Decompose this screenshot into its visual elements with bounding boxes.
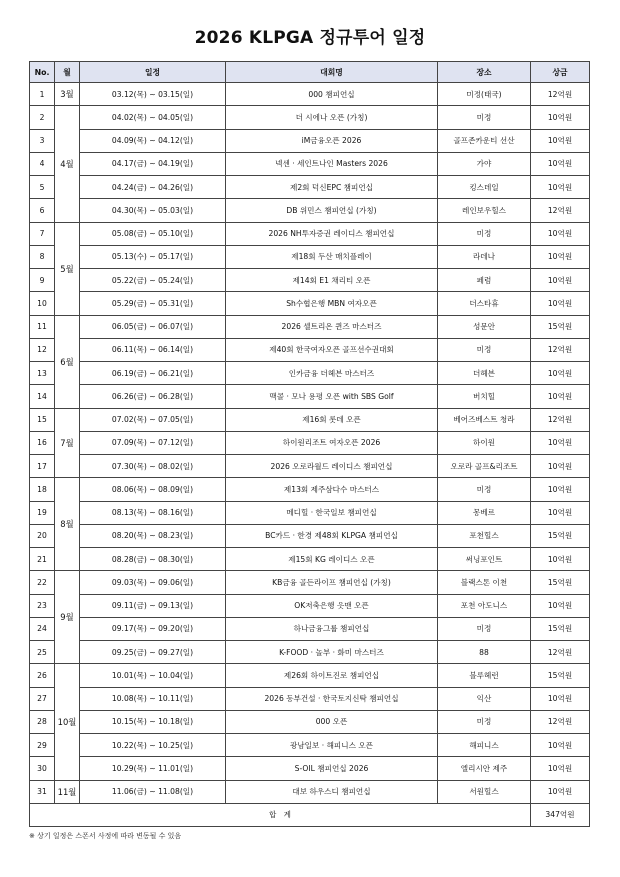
cell-tournament: KB금융 골든라이프 챔피언십 (가칭) [226, 571, 438, 594]
cell-prize: 10억원 [531, 548, 590, 571]
table-row [30, 269, 590, 292]
cell-prize: 10억원 [531, 501, 590, 524]
cell-venue: 오로라 골프&리조트 [438, 455, 531, 478]
cell-tournament: 제16회 롯데 오픈 [226, 408, 438, 431]
cell-no: 10 [30, 292, 55, 315]
table-row [30, 129, 590, 152]
cell-month: 11월 [55, 780, 80, 803]
cell-venue: 엘리시안 제주 [438, 757, 531, 780]
cell-tournament: K-FOOD · 놀부 · 화미 마스터즈 [226, 641, 438, 664]
schedule-body [30, 83, 590, 827]
cell-venue: 가야 [438, 152, 531, 175]
cell-tournament: 넥센 · 세인트나인 Masters 2026 [226, 152, 438, 175]
cell-month: 10월 [55, 664, 80, 780]
cell-venue: 블랙스톤 이천 [438, 571, 531, 594]
cell-venue: 하이원 [438, 431, 531, 454]
cell-no: 25 [30, 641, 55, 664]
cell-dates: 11.06(금) ~ 11.08(일) [80, 780, 226, 803]
table-row [30, 338, 590, 361]
cell-prize: 12억원 [531, 199, 590, 222]
table-row [30, 106, 590, 129]
table-row [30, 734, 590, 757]
table-row [30, 83, 590, 106]
header-month: 월 [55, 62, 80, 83]
cell-venue: 포천힐스 [438, 524, 531, 547]
cell-venue: 레인보우힐스 [438, 199, 531, 222]
cell-dates: 03.12(목) ~ 03.15(일) [80, 83, 226, 106]
cell-prize: 10억원 [531, 269, 590, 292]
cell-prize: 10억원 [531, 129, 590, 152]
cell-dates: 06.26(금) ~ 06.28(일) [80, 385, 226, 408]
cell-tournament: 하이원리조트 여자오픈 2026 [226, 431, 438, 454]
table-row [30, 710, 590, 733]
cell-prize: 10억원 [531, 594, 590, 617]
cell-no: 13 [30, 362, 55, 385]
cell-venue: 해피니스 [438, 734, 531, 757]
cell-venue: 베어즈베스트 청라 [438, 408, 531, 431]
header-dates: 일정 [80, 62, 226, 83]
cell-dates: 06.05(금) ~ 06.07(일) [80, 315, 226, 338]
cell-prize: 10억원 [531, 734, 590, 757]
cell-tournament: 인카금융 더헤븐 마스터즈 [226, 362, 438, 385]
cell-venue: 라데나 [438, 245, 531, 268]
table-row [30, 222, 590, 245]
cell-no: 23 [30, 594, 55, 617]
cell-venue: 성문안 [438, 315, 531, 338]
cell-tournament: iM금융오픈 2026 [226, 129, 438, 152]
cell-venue: 포천 아도니스 [438, 594, 531, 617]
header-tournament: 대회명 [226, 62, 438, 83]
table-row [30, 780, 590, 803]
cell-month: 3월 [55, 83, 80, 106]
cell-prize: 15억원 [531, 524, 590, 547]
table-row [30, 478, 590, 501]
cell-venue: 몽베르 [438, 501, 531, 524]
cell-no: 5 [30, 176, 55, 199]
cell-dates: 04.09(목) ~ 04.12(일) [80, 129, 226, 152]
cell-tournament: 000 오픈 [226, 710, 438, 733]
table-row [30, 292, 590, 315]
cell-no: 14 [30, 385, 55, 408]
cell-venue: 서원힐스 [438, 780, 531, 803]
cell-venue: 미정 [438, 617, 531, 640]
table-row [30, 524, 590, 547]
cell-prize: 10억원 [531, 455, 590, 478]
cell-no: 3 [30, 129, 55, 152]
cell-prize: 15억원 [531, 617, 590, 640]
cell-tournament: 더 시에나 오픈 (가칭) [226, 106, 438, 129]
cell-no: 6 [30, 199, 55, 222]
cell-venue: 익산 [438, 687, 531, 710]
cell-month: 7월 [55, 408, 80, 478]
cell-tournament: 하나금융그룹 챔피언십 [226, 617, 438, 640]
cell-dates: 06.11(목) ~ 06.14(일) [80, 338, 226, 361]
cell-dates: 09.11(금) ~ 09.13(일) [80, 594, 226, 617]
table-row [30, 152, 590, 175]
cell-prize: 10억원 [531, 176, 590, 199]
cell-tournament: 맥콜 · 모나 용평 오픈 with SBS Golf [226, 385, 438, 408]
cell-prize: 12억원 [531, 83, 590, 106]
cell-dates: 07.30(목) ~ 08.02(일) [80, 455, 226, 478]
cell-no: 16 [30, 431, 55, 454]
cell-tournament: 제13회 제주삼다수 마스터스 [226, 478, 438, 501]
cell-no: 8 [30, 245, 55, 268]
cell-dates: 09.03(목) ~ 09.06(일) [80, 571, 226, 594]
cell-dates: 08.20(목) ~ 08.23(일) [80, 524, 226, 547]
cell-prize: 15억원 [531, 315, 590, 338]
cell-venue: 88 [438, 641, 531, 664]
cell-dates: 04.30(목) ~ 05.03(일) [80, 199, 226, 222]
total-prize: 347억원 [531, 803, 590, 826]
cell-no: 20 [30, 524, 55, 547]
cell-tournament: 2026 오로라월드 레이디스 챔피언십 [226, 455, 438, 478]
cell-no: 22 [30, 571, 55, 594]
cell-venue: 버치힐 [438, 385, 531, 408]
cell-prize: 10억원 [531, 245, 590, 268]
cell-venue: 페럼 [438, 269, 531, 292]
cell-venue: 미정 [438, 338, 531, 361]
cell-tournament: 대보 하우스디 챔피언십 [226, 780, 438, 803]
cell-dates: 10.29(목) ~ 11.01(일) [80, 757, 226, 780]
table-row [30, 594, 590, 617]
cell-dates: 08.13(목) ~ 08.16(일) [80, 501, 226, 524]
cell-prize: 12억원 [531, 338, 590, 361]
cell-no: 4 [30, 152, 55, 175]
cell-prize: 10억원 [531, 687, 590, 710]
cell-prize: 10억원 [531, 478, 590, 501]
cell-no: 18 [30, 478, 55, 501]
cell-no: 1 [30, 83, 55, 106]
cell-tournament: 000 챔피언십 [226, 83, 438, 106]
cell-month: 4월 [55, 106, 80, 222]
cell-no: 17 [30, 455, 55, 478]
footnote: ※ 상기 일정은 스폰서 사정에 따라 변동될 수 있음 [29, 832, 182, 840]
cell-tournament: DB 위민스 챔피언십 (가칭) [226, 199, 438, 222]
cell-prize: 15억원 [531, 571, 590, 594]
table-row [30, 176, 590, 199]
cell-tournament: 제14회 E1 채리티 오픈 [226, 269, 438, 292]
total-label: 합 계 [30, 803, 531, 826]
cell-dates: 04.02(목) ~ 04.05(일) [80, 106, 226, 129]
table-row [30, 245, 590, 268]
cell-dates: 10.22(목) ~ 10.25(일) [80, 734, 226, 757]
table-row [30, 315, 590, 338]
table-row [30, 757, 590, 780]
cell-dates: 08.06(목) ~ 08.09(일) [80, 478, 226, 501]
cell-prize: 12억원 [531, 408, 590, 431]
cell-tournament: 2026 셀트리온 퀸즈 마스터즈 [226, 315, 438, 338]
cell-dates: 04.17(금) ~ 04.19(일) [80, 152, 226, 175]
cell-venue: 미정 [438, 478, 531, 501]
cell-dates: 05.29(금) ~ 05.31(일) [80, 292, 226, 315]
cell-dates: 07.02(목) ~ 07.05(일) [80, 408, 226, 431]
cell-no: 15 [30, 408, 55, 431]
cell-dates: 07.09(목) ~ 07.12(일) [80, 431, 226, 454]
cell-tournament: BC카드 · 한경 제48회 KLPGA 챔피언십 [226, 524, 438, 547]
schedule-table [29, 61, 590, 827]
cell-no: 29 [30, 734, 55, 757]
cell-prize: 10억원 [531, 222, 590, 245]
cell-dates: 10.08(목) ~ 10.11(일) [80, 687, 226, 710]
header-prize: 상금 [531, 62, 590, 83]
cell-no: 21 [30, 548, 55, 571]
cell-tournament: OK저축은행 읏맨 오픈 [226, 594, 438, 617]
cell-month: 9월 [55, 571, 80, 664]
cell-prize: 10억원 [531, 106, 590, 129]
cell-dates: 04.24(금) ~ 04.26(일) [80, 176, 226, 199]
table-row [30, 571, 590, 594]
cell-venue: 써닝포인트 [438, 548, 531, 571]
header-venue: 장소 [438, 62, 531, 83]
table-row [30, 455, 590, 478]
cell-prize: 10억원 [531, 431, 590, 454]
cell-prize: 10억원 [531, 385, 590, 408]
page-title: 2026 KLPGA 정규투어 일정 [194, 28, 426, 48]
cell-tournament: 2026 NH투자증권 레이디스 챔피언십 [226, 222, 438, 245]
cell-no: 31 [30, 780, 55, 803]
cell-no: 11 [30, 315, 55, 338]
cell-dates: 05.13(수) ~ 05.17(일) [80, 245, 226, 268]
cell-tournament: 2026 동부건설 · 한국토지신탁 챔피언십 [226, 687, 438, 710]
table-row [30, 617, 590, 640]
table-row [30, 687, 590, 710]
cell-tournament: 메디힐 · 한국일보 챔피언십 [226, 501, 438, 524]
cell-prize: 10억원 [531, 362, 590, 385]
cell-month: 5월 [55, 222, 80, 315]
cell-venue: 미정 [438, 710, 531, 733]
cell-dates: 10.15(목) ~ 10.18(일) [80, 710, 226, 733]
cell-venue: 골프존카운티 선산 [438, 129, 531, 152]
table-row [30, 431, 590, 454]
cell-tournament: Sh수협은행 MBN 여자오픈 [226, 292, 438, 315]
cell-no: 12 [30, 338, 55, 361]
cell-tournament: 제26회 하이트진로 챔피언십 [226, 664, 438, 687]
cell-no: 2 [30, 106, 55, 129]
table-row [30, 548, 590, 571]
cell-month: 6월 [55, 315, 80, 408]
cell-no: 30 [30, 757, 55, 780]
cell-no: 27 [30, 687, 55, 710]
cell-venue: 미정 [438, 222, 531, 245]
cell-tournament: 제40회 한국여자오픈 골프선수권대회 [226, 338, 438, 361]
cell-dates: 05.08(금) ~ 05.10(일) [80, 222, 226, 245]
cell-tournament: 제15회 KG 레이디스 오픈 [226, 548, 438, 571]
cell-venue: 더헤븐 [438, 362, 531, 385]
table-row [30, 501, 590, 524]
cell-venue: 블루헤런 [438, 664, 531, 687]
table-row [30, 641, 590, 664]
cell-tournament: 광남일보 · 해피니스 오픈 [226, 734, 438, 757]
cell-dates: 06.19(금) ~ 06.21(일) [80, 362, 226, 385]
cell-no: 28 [30, 710, 55, 733]
cell-dates: 09.25(금) ~ 09.27(일) [80, 641, 226, 664]
cell-tournament: 제18회 두산 매치플레이 [226, 245, 438, 268]
cell-venue: 미정(태국) [438, 83, 531, 106]
cell-prize: 10억원 [531, 292, 590, 315]
cell-no: 19 [30, 501, 55, 524]
cell-tournament: S-OIL 챔피언십 2026 [226, 757, 438, 780]
cell-venue: 미정 [438, 106, 531, 129]
table-header-row [30, 62, 590, 83]
cell-no: 7 [30, 222, 55, 245]
cell-dates: 05.22(금) ~ 05.24(일) [80, 269, 226, 292]
cell-no: 9 [30, 269, 55, 292]
cell-no: 26 [30, 664, 55, 687]
cell-prize: 12억원 [531, 641, 590, 664]
cell-dates: 08.28(금) ~ 08.30(일) [80, 548, 226, 571]
table-row [30, 408, 590, 431]
table-row [30, 199, 590, 222]
cell-prize: 15억원 [531, 664, 590, 687]
header-no: No. [30, 62, 55, 83]
cell-no: 24 [30, 617, 55, 640]
cell-month: 8월 [55, 478, 80, 571]
table-row [30, 664, 590, 687]
table-row [30, 385, 590, 408]
total-row [30, 803, 590, 826]
cell-dates: 09.17(목) ~ 09.20(일) [80, 617, 226, 640]
cell-prize: 10억원 [531, 780, 590, 803]
cell-tournament: 제2회 덕신EPC 챔피언십 [226, 176, 438, 199]
cell-prize: 12억원 [531, 710, 590, 733]
cell-prize: 10억원 [531, 757, 590, 780]
table-row [30, 362, 590, 385]
cell-venue: 더스타휴 [438, 292, 531, 315]
cell-prize: 10억원 [531, 152, 590, 175]
cell-dates: 10.01(목) ~ 10.04(일) [80, 664, 226, 687]
cell-venue: 킹스데일 [438, 176, 531, 199]
